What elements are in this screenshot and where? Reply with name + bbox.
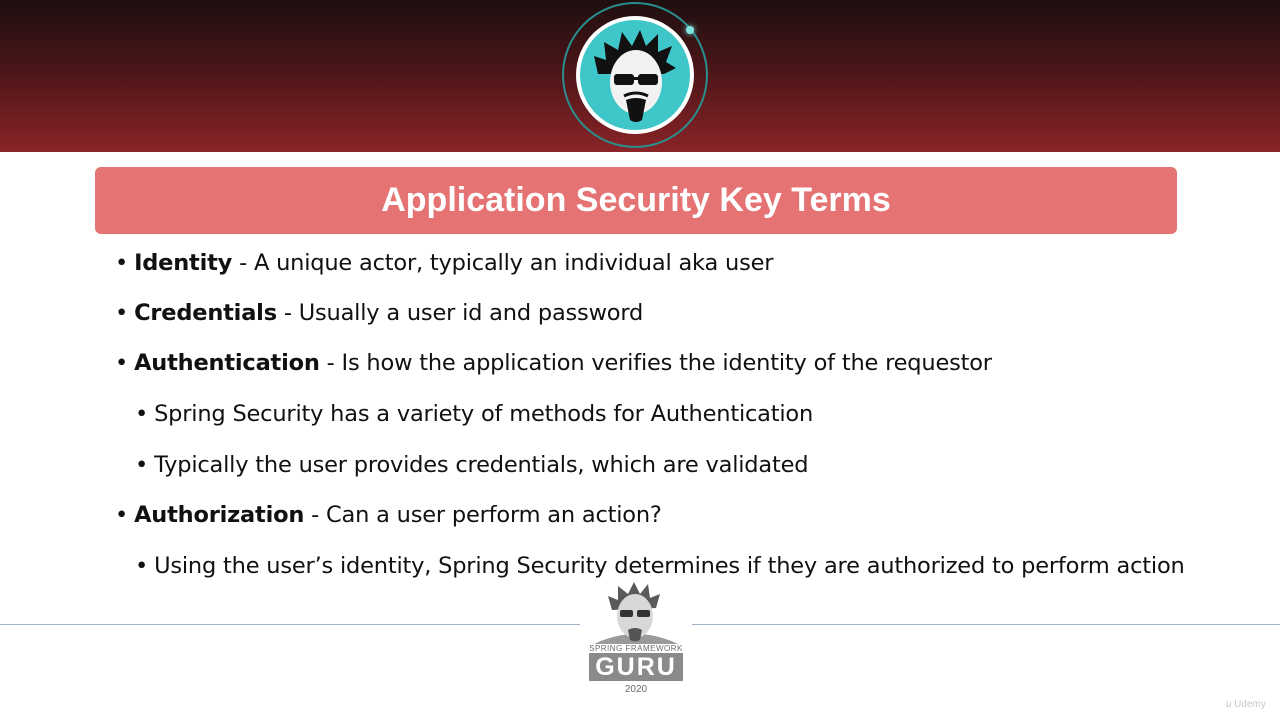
avatar-ring-dot xyxy=(686,26,694,34)
bullet-item: • Authorization - Can a user perform an action? xyxy=(115,502,662,528)
bullet-item: • Authentication - Is how the application verifies the identity of the requestor xyxy=(115,350,992,376)
footer-divider-left xyxy=(0,624,580,625)
title-banner xyxy=(95,167,1177,234)
logo-subtitle: SPRING FRAMEWORK xyxy=(589,644,683,653)
bullet-term: Authentication xyxy=(134,350,320,376)
avatar xyxy=(576,16,694,134)
sub-bullet-item: • Using the user’s identity, Spring Security determines if they are authorized to perform action xyxy=(135,553,1185,579)
slide-title: Application Security Key Terms xyxy=(381,181,891,219)
bullet-text: - Usually a user id and password xyxy=(276,300,644,326)
sub-bullet-item: • Typically the user provides credentials, which are validated xyxy=(135,452,809,478)
bullet-term: Identity xyxy=(134,250,233,276)
logo-year: 2020 xyxy=(624,684,648,695)
udemy-watermark-text: Udemy xyxy=(1234,699,1266,710)
bullet-item: • Identity - A unique actor, typically an individual aka user xyxy=(115,250,774,276)
sub-bullet-item: • Spring Security has a variety of methods for Authentication xyxy=(135,401,814,427)
bullet-text: - Is how the application verifies the identity of the requestor xyxy=(319,350,992,376)
bullet-text: Using the user’s identity, Spring Security determines if they are authorized to perform action xyxy=(154,553,1185,579)
logo-word: GURU xyxy=(589,653,683,681)
avatar-portrait-icon xyxy=(576,16,694,134)
bullet-term: Authorization xyxy=(134,502,305,528)
bullet-term: Credentials xyxy=(134,300,277,326)
udemy-watermark xyxy=(1226,699,1266,710)
footer-divider-right xyxy=(692,624,1280,625)
footer-portrait-icon xyxy=(580,580,692,646)
bullet-text: - Can a user perform an action? xyxy=(304,502,662,528)
bullet-text: Spring Security has a variety of methods for Authentication xyxy=(154,401,814,427)
udemy-logo-icon: 𝑢 xyxy=(1226,699,1232,710)
bullet-text: - A unique actor, typically an individual aka user xyxy=(232,250,774,276)
bullet-text: Typically the user provides credentials, which are validated xyxy=(154,452,809,478)
bullet-item: • Credentials - Usually a user id and password xyxy=(115,300,644,326)
